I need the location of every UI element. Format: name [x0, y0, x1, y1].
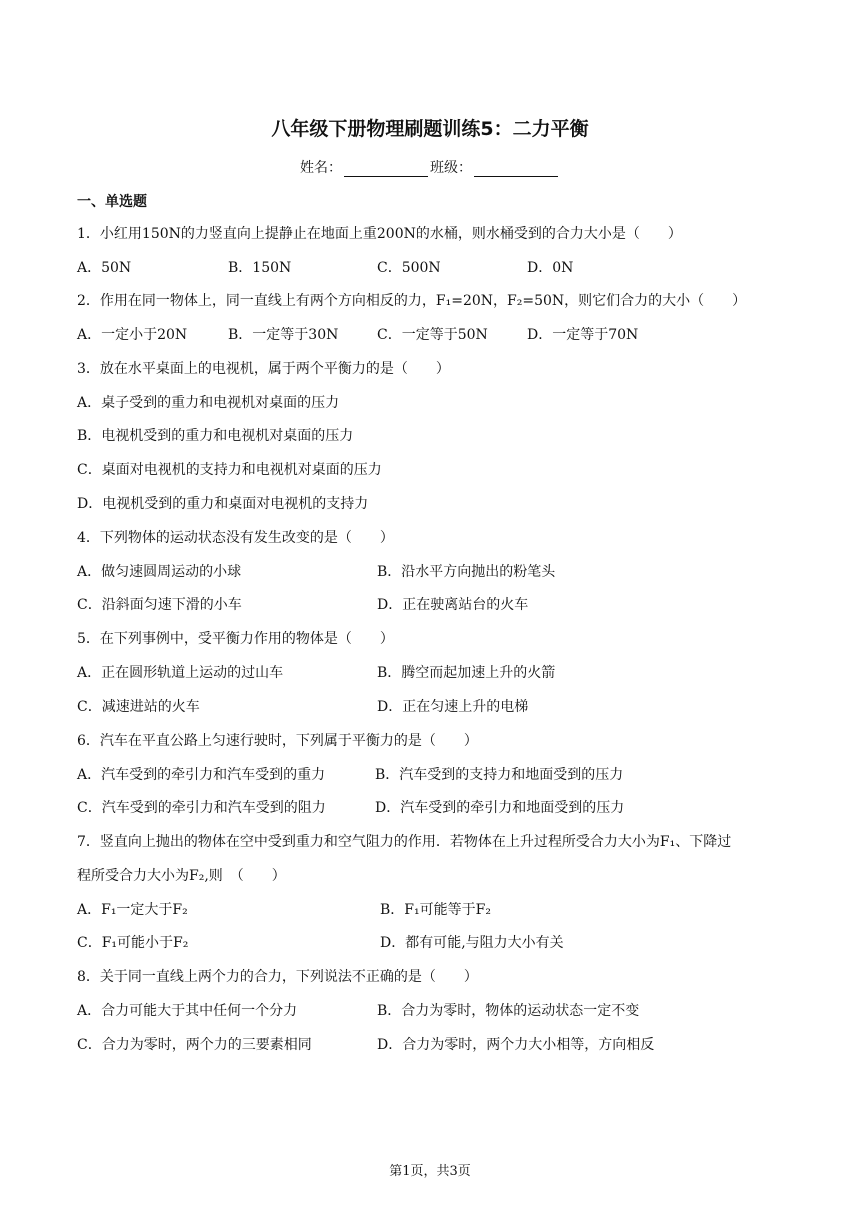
option: C．合力为零时，两个力的三要素相同	[77, 1037, 312, 1053]
name-class-line	[0, 157, 860, 177]
option: A．50N	[77, 260, 132, 276]
question-stem: 3．放在水平桌面上的电视机，属于两个平衡力的是（ ）	[77, 361, 450, 377]
option: B．合力为零时，物体的运动状态一定不变	[377, 1003, 640, 1019]
option: A．一定小于20N	[77, 327, 188, 343]
option: D．都有可能,与阻力大小有关	[380, 935, 564, 951]
option: A．汽车受到的牵引力和汽车受到的重力	[77, 767, 326, 783]
option: C．桌面对电视机的支持力和电视机对桌面的压力	[77, 462, 382, 478]
option: D．一定等于70N	[527, 327, 639, 343]
question-stem: 1．小红用150N的力竖直向上提静止在地面上重200N的水桶，则水桶受到的合力大小是（ ）	[77, 226, 682, 242]
option: D．汽车受到的牵引力和地面受到的压力	[375, 800, 625, 816]
option: A．合力可能大于其中任何一个分力	[77, 1003, 298, 1019]
option: C．汽车受到的牵引力和汽车受到的阻力	[77, 800, 326, 816]
question-stem: 7．竖直向上抛出的物体在空中受到重力和空气阻力的作用．若物体在上升过程所受合力大小为F₁、下降过	[77, 834, 732, 850]
name-blank[interactable]	[344, 162, 428, 177]
option: C．F₁可能小于F₂	[77, 935, 189, 951]
option: B．一定等于30N	[228, 327, 339, 343]
page-title: 八年级下册物理刷题训练5：二力平衡	[271, 118, 589, 140]
option: B．沿水平方向抛出的粉笔头	[377, 564, 556, 580]
option: D．正在驶离站台的火车	[377, 597, 529, 613]
option: C．沿斜面匀速下滑的小车	[77, 597, 242, 613]
name-label: 姓名：	[300, 160, 342, 176]
option: B．电视机受到的重力和电视机对桌面的压力	[77, 428, 354, 444]
page-footer: 第1页，共3页	[389, 1164, 471, 1179]
question-stem: 8．关于同一直线上两个力的合力，下列说法不正确的是（ ）	[77, 969, 478, 985]
option: B．150N	[228, 260, 292, 276]
option: B．F₁可能等于F₂	[380, 902, 491, 918]
option: A．F₁一定大于F₂	[77, 902, 188, 918]
option: B．腾空而起加速上升的火箭	[377, 665, 556, 681]
question-stem: 2．作用在同一物体上，同一直线上有两个方向相反的力，F₁=20N，F₂=50N，则它们合力的大小（ ）	[77, 293, 747, 309]
option: D．正在匀速上升的电梯	[377, 699, 529, 715]
option: C．减速进站的火车	[77, 699, 200, 715]
option: A．正在圆形轨道上运动的过山车	[77, 665, 284, 681]
option: D．合力为零时，两个力大小相等，方向相反	[377, 1037, 655, 1053]
class-label: 班级：	[430, 160, 472, 176]
class-blank[interactable]	[474, 162, 558, 177]
option: C．一定等于50N	[377, 327, 488, 343]
option: B．汽车受到的支持力和地面受到的压力	[375, 767, 624, 783]
option: A．做匀速圆周运动的小球	[77, 564, 242, 580]
question-stem-continued: 程所受合力大小为F₂,则 （ ）	[77, 868, 286, 884]
option: D．电视机受到的重力和桌面对电视机的支持力	[77, 496, 369, 512]
option: A．桌子受到的重力和电视机对桌面的压力	[77, 395, 340, 411]
question-stem: 5．在下列事例中，受平衡力作用的物体是（ ）	[77, 631, 394, 647]
question-stem: 4．下列物体的运动状态没有发生改变的是（ ）	[77, 530, 394, 546]
section-title: 一、单选题	[77, 194, 147, 210]
option: C．500N	[377, 260, 441, 276]
option: D．0N	[527, 260, 574, 276]
question-stem: 6．汽车在平直公路上匀速行驶时，下列属于平衡力的是（ ）	[77, 733, 478, 749]
